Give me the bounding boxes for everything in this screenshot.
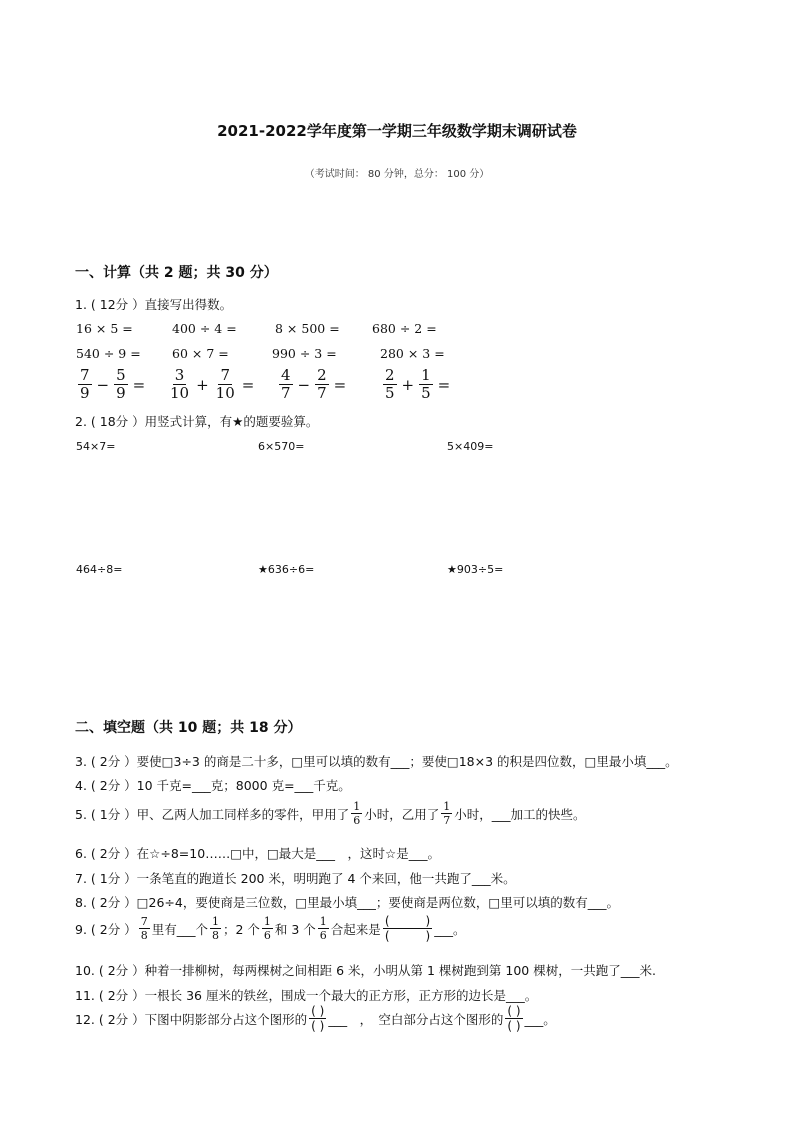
fraction-calc-2: $\frac{3}{10}$ + $\frac{7}{10}$ = [170, 366, 255, 402]
fraction: $\frac{1}{6}$ [263, 915, 271, 942]
fraction: $\frac{7}{9}$ [80, 366, 90, 402]
fraction-calc-1: $\frac{7}{9}$ − $\frac{5}{9}$ = [80, 366, 146, 402]
fraction: $\frac{4}{7}$ [281, 366, 291, 402]
calc-1-2: 400 ÷ 4 = [172, 321, 237, 336]
question-10: 10. ( 2分 ）种着一排柳树，每两棵树之间相距 6 米，小明从第 1 棵树跑到第 100 棵树，一共跑了___米. [75, 963, 656, 978]
fraction: $\frac{1}{6}$ [353, 800, 361, 827]
answer-blank-fraction[interactable]: $\frac{( )}{( )}$ [507, 1004, 521, 1033]
fraction: $\frac{1}{5}$ [421, 366, 431, 402]
vertical-calc-3: 5×409= [447, 440, 494, 453]
question-12: 12. ( 2分 ）下图中阴影部分占这个图形的 $\frac{( )}{( )}$ ___ ， 空白部分占这个图形的 $\frac{( )}{( )}$ ___。 [75, 1004, 556, 1033]
question-8: 8. ( 2分 ）□26÷4，要使商是三位数，□里最小填___；要使商是两位数，□里可以填的数有___。 [75, 895, 619, 910]
question-6: 6. ( 2分 ）在☆÷8=10……□中，□最大是___ ，这时☆是___。 [75, 846, 441, 861]
question-1-label: 1. ( 12分 ）直接写出得数。 [75, 297, 233, 312]
calc-1-3: 8 × 500 = [275, 321, 340, 336]
question-3: 3. ( 2分 ）要使□3÷3 的商是二十多，□里可以填的数有___；要使□18×3 的积是四位数，□里最小填___。 [75, 754, 678, 769]
calc-1-4: 680 ÷ 2 = [372, 321, 437, 336]
fraction: $\frac{7}{8}$ [140, 915, 148, 942]
fraction-calc-3: $\frac{4}{7}$ − $\frac{2}{7}$ = [281, 366, 347, 402]
question-2-label: 2. ( 18分 ）用竖式计算，有★的题要验算。 [75, 414, 319, 429]
answer-blank-fraction[interactable]: $\frac{( )}{( )}$ [384, 914, 431, 943]
vertical-calc-6: ★903÷5= [447, 563, 504, 576]
answer-blank-fraction[interactable]: $\frac{( )}{( )}$ [311, 1004, 325, 1033]
question-7: 7. ( 1分 ）一条笔直的跑道长 200 米，明明跑了 4 个来回，他一共跑了___米。 [75, 871, 516, 886]
vertical-calc-1: 54×7= [76, 440, 116, 453]
exam-info: （考试时间： 80 分钟，总分： 100 分） [304, 169, 490, 180]
vertical-calc-4: 464÷8= [76, 563, 123, 576]
fraction: $\frac{2}{7}$ [317, 366, 327, 402]
fraction: $\frac{1}{7}$ [443, 800, 451, 827]
calc-2-2: 60 × 7 = [172, 346, 229, 361]
question-5: 5. ( 1分 ）甲、乙两人加工同样多的零件，甲用了 $\frac{1}{6}$ 小时，乙用了 $\frac{1}{7}$ 小时，___加工的快些。 [75, 800, 586, 827]
fraction: $\frac{1}{6}$ [319, 915, 327, 942]
fraction: $\frac{1}{8}$ [211, 915, 219, 942]
calc-1-1: 16 × 5 = [76, 321, 133, 336]
fraction: $\frac{5}{9}$ [116, 366, 126, 402]
calc-2-3: 990 ÷ 3 = [272, 346, 337, 361]
section-2-title: 二、填空题（共 10 题；共 18 分） [75, 720, 302, 736]
question-11: 11. ( 2分 ）一根长 36 厘米的铁丝，围成一个最大的正方形，正方形的边长是___。 [75, 988, 538, 1003]
page-title: 2021-2022学年度第一学期三年级数学期末调研试卷 [217, 122, 577, 140]
fraction: $\frac{7}{10}$ [215, 366, 235, 402]
vertical-calc-2: 6×570= [258, 440, 305, 453]
section-1-title: 一、计算（共 2 题；共 30 分） [75, 265, 278, 281]
fraction-calc-4: $\frac{2}{5}$ + $\frac{1}{5}$ = [385, 366, 451, 402]
question-4: 4. ( 2分 ）10 千克=___克；8000 克=___千克。 [75, 778, 351, 793]
fraction: $\frac{2}{5}$ [385, 366, 395, 402]
calc-2-4: 280 × 3 = [380, 346, 445, 361]
vertical-calc-5: ★636÷6= [258, 563, 315, 576]
calc-2-1: 540 ÷ 9 = [76, 346, 141, 361]
question-9: 9. ( 2分 ） $\frac{7}{8}$ 里有___个 $\frac{1}{8}$ ；2 个 $\frac{1}{6}$ 和 3 个 $\frac{1}{6}$ 合起来是 $\frac{( )}{( )}$ ___。 [75, 914, 466, 943]
fraction: $\frac{3}{10}$ [170, 366, 190, 402]
